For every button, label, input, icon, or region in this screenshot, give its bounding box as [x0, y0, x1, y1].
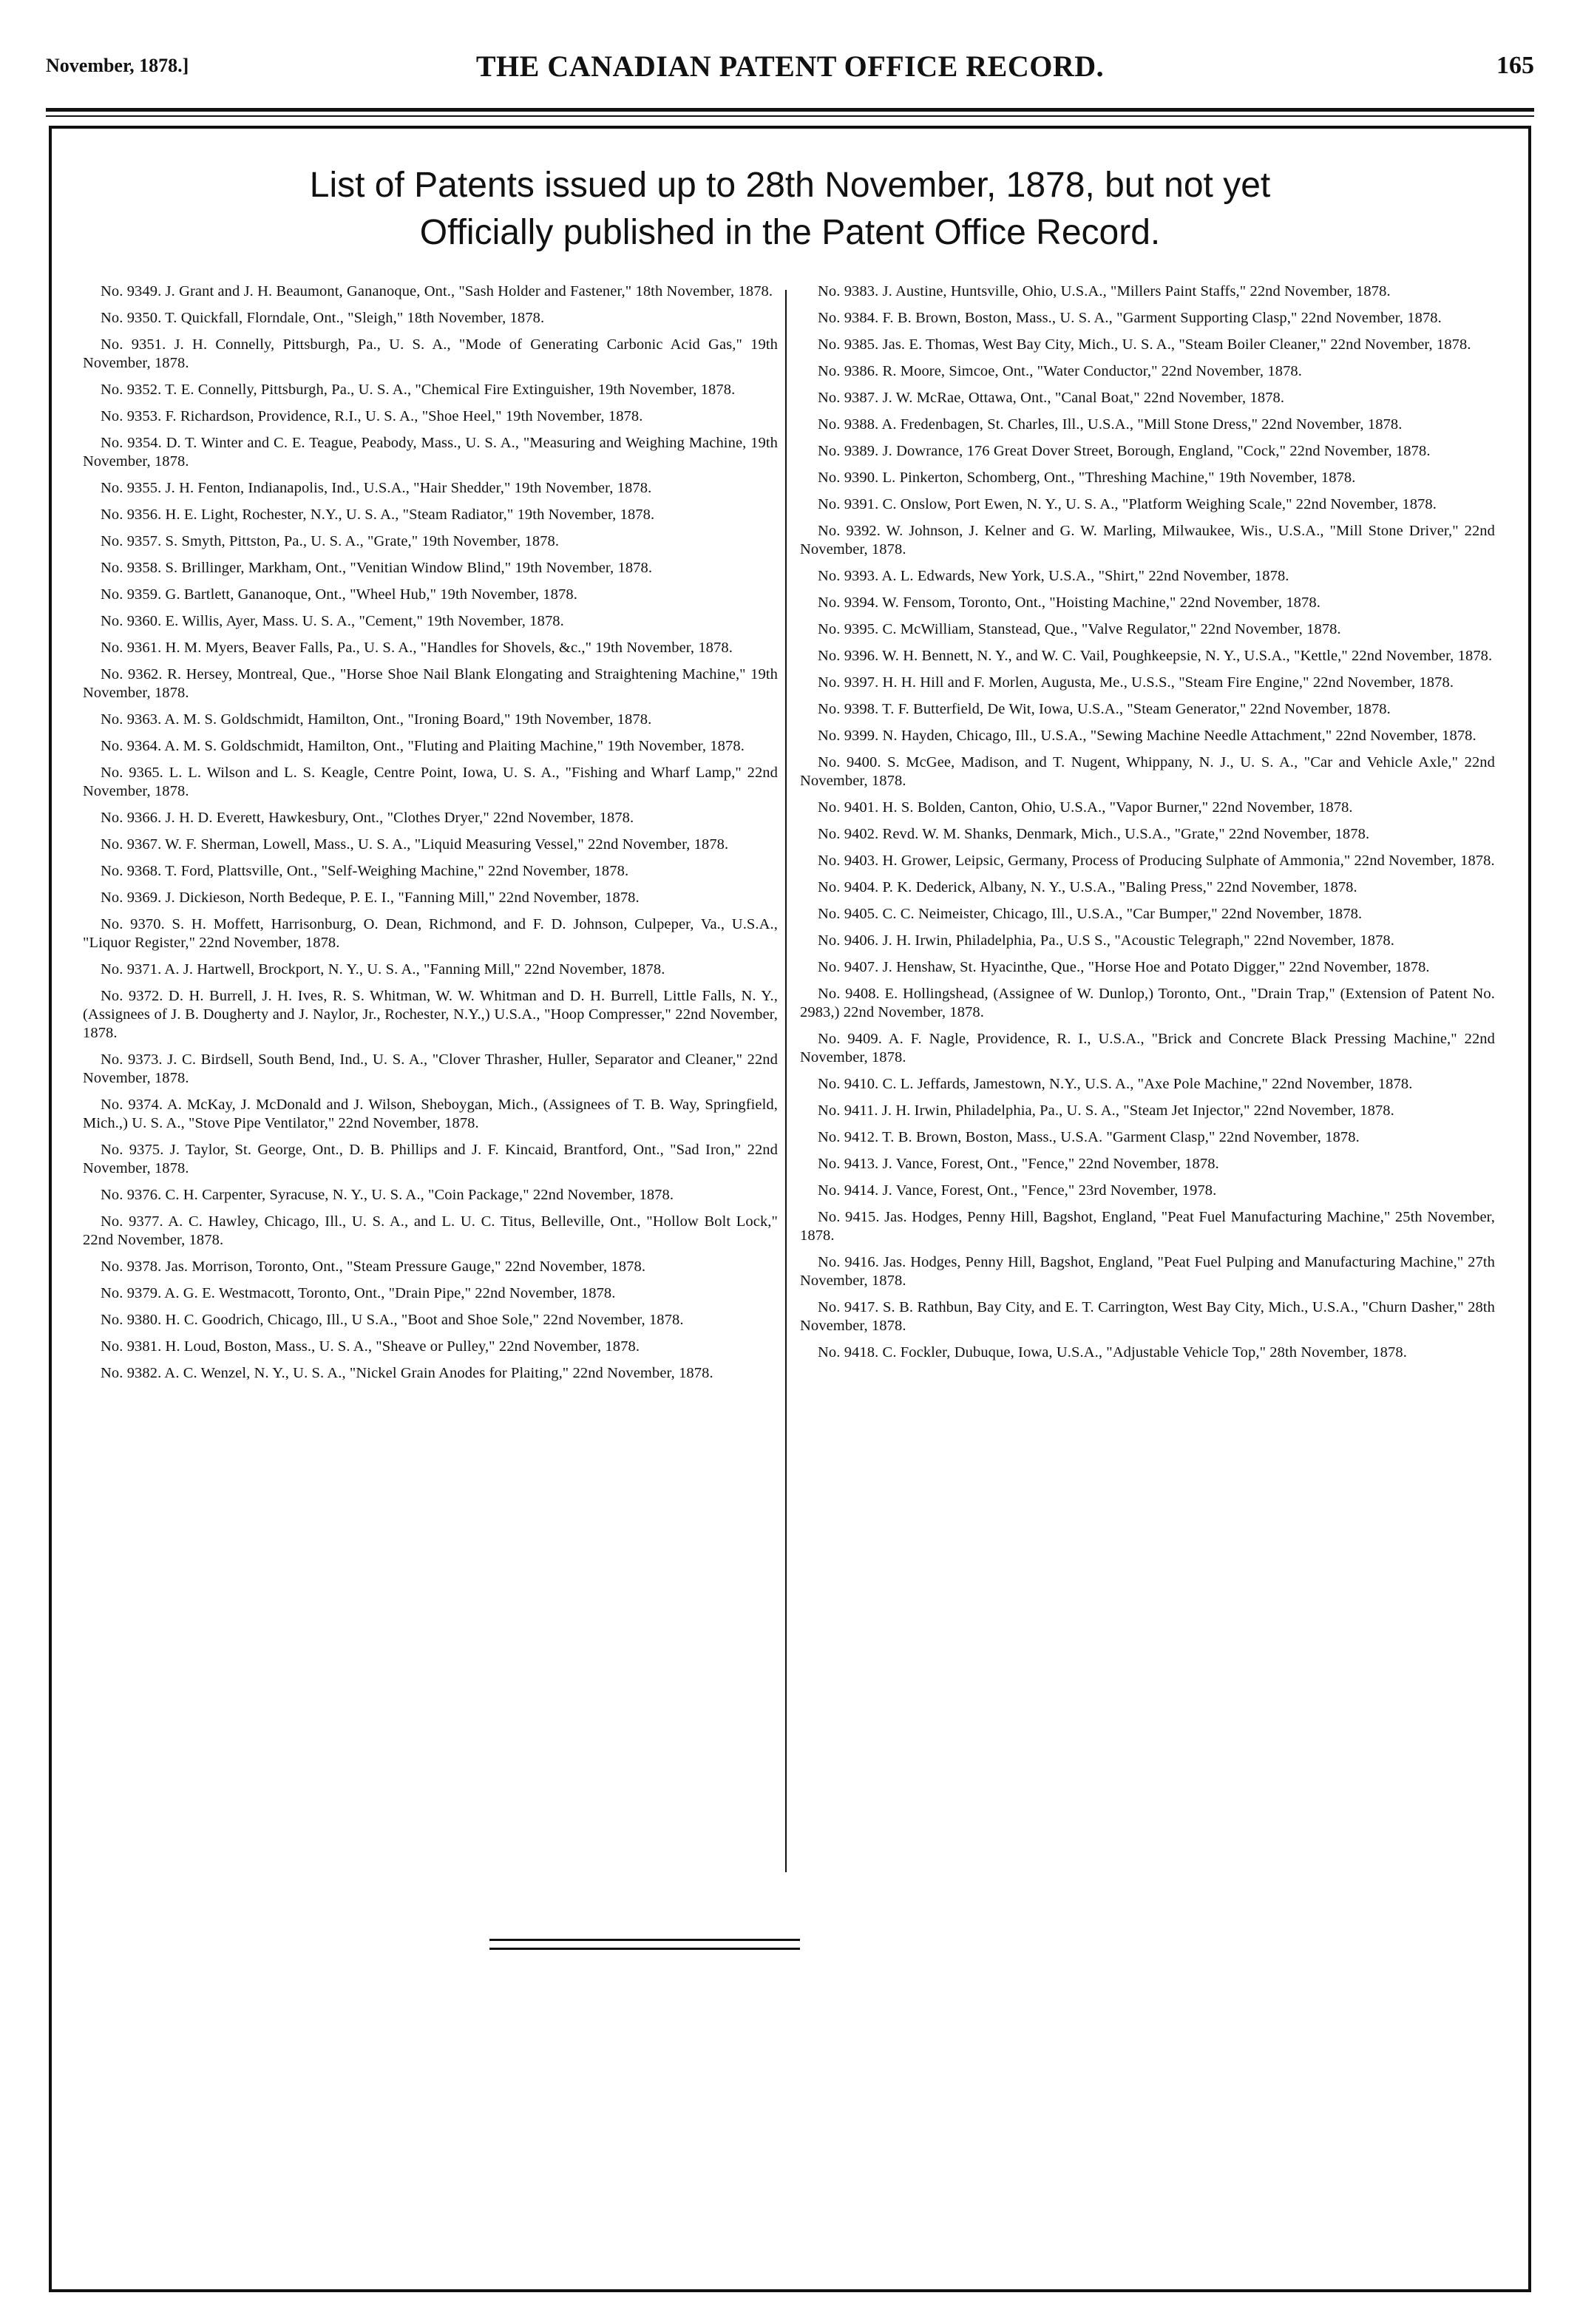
patent-entry: No. 9350. T. Quickfall, Florndale, Ont., "Sleigh," 18th November, 1878. [101, 310, 545, 326]
patent-entry: No. 9404. P. K. Dederick, Albany, N. Y., U.S.A., "Baling Press," 22nd November, 1878. [818, 879, 1357, 895]
patent-entry: No. 9380. H. C. Goodrich, Chicago, Ill., U S.A., "Boot and Shoe Sole," 22nd November, 1878. [101, 1312, 684, 1328]
patent-entry: No. 9381. H. Loud, Boston, Mass., U. S. A., "Sheave or Pulley," 22nd November, 1878. [101, 1338, 640, 1355]
patent-entry: No. 9365. L. L. Wilson and L. S. Keagle, Centre Point, Iowa, U. S. A., "Fishing and Wharf Lamp," 22nd November, 1878. [83, 765, 778, 799]
patent-entry: No. 9387. J. W. McRae, Ottawa, Ont., "Canal Boat," 22nd November, 1878. [818, 390, 1285, 406]
patent-entry: No. 9375. J. Taylor, St. George, Ont., D. B. Phillips and J. F. Kincaid, Brantford, Ont., "Sad Iron," 22nd November, 1878. [83, 1142, 778, 1176]
patent-entry: No. 9403. H. Grower, Leipsic, Germany, Process of Producing Sulphate of Ammonia," 22nd November, 1878. [818, 853, 1495, 869]
banner-heading [52, 162, 1528, 257]
header-date: November, 1878.] [46, 55, 189, 76]
patent-entry: No. 9413. J. Vance, Forest, Ont., "Fence," 22nd November, 1878. [818, 1156, 1219, 1172]
patent-entry: No. 9377. A. C. Hawley, Chicago, Ill., U. S. A., and L. U. C. Titus, Belleville, Ont., "Hollow Bolt Lock," 22nd November, 1878. [83, 1213, 778, 1248]
header-rule-thick [46, 108, 1534, 112]
patent-entry: No. 9390. L. Pinkerton, Schomberg, Ont., "Threshing Machine," 19th November, 1878. [818, 470, 1356, 486]
patent-entry: No. 9378. Jas. Morrison, Toronto, Ont., "Steam Pressure Gauge," 22nd November, 1878. [101, 1258, 646, 1275]
patent-entry: No. 9411. J. H. Irwin, Philadelphia, Pa., U. S. A., "Steam Jet Injector," 22nd November, 1878. [818, 1102, 1394, 1119]
patent-entry: No. 9358. S. Brillinger, Markham, Ont., "Venitian Window Blind," 19th November, 1878. [101, 560, 653, 576]
end-rule-top [489, 1939, 800, 1941]
patent-entry: No. 9414. J. Vance, Forest, Ont., "Fence," 23rd November, 1978. [818, 1182, 1217, 1199]
patent-entry: No. 9407. J. Henshaw, St. Hyacinthe, Que., "Horse Hoe and Potato Digger," 22nd November, 1878. [818, 959, 1430, 975]
patent-entry: No. 9399. N. Hayden, Chicago, Ill., U.S.A., "Sewing Machine Needle Attachment," 22nd November, 1878. [818, 728, 1476, 744]
column-divider [785, 290, 787, 1872]
patent-list [52, 282, 1528, 1909]
patent-entry: No. 9354. D. T. Winter and C. E. Teague, Peabody, Mass., U. S. A., "Measuring and Weighing Machine, 19th November, 1878. [83, 435, 778, 470]
right-column [800, 282, 1495, 1370]
patent-entry: No. 9401. H. S. Bolden, Canton, Ohio, U.S.A., "Vapor Burner," 22nd November, 1878. [818, 799, 1353, 816]
patent-entry: No. 9353. F. Richardson, Providence, R.I., U. S. A., "Shoe Heel," 19th November, 1878. [101, 408, 643, 424]
patent-entry: No. 9406. J. H. Irwin, Philadelphia, Pa., U.S S., "Acoustic Telegraph," 22nd November, 1878. [818, 932, 1395, 949]
header-rule-thin [46, 115, 1534, 117]
patent-entry: No. 9417. S. B. Rathbun, Bay City, and E. T. Carrington, West Bay City, Mich., U.S.A., "Churn Dasher," 28th November, 1878. [800, 1299, 1495, 1334]
patent-entry: No. 9371. A. J. Hartwell, Brockport, N. Y., U. S. A., "Fanning Mill," 22nd November, 1878. [101, 961, 665, 978]
patent-entry: No. 9355. J. H. Fenton, Indianapolis, Ind., U.S.A., "Hair Shedder," 19th November, 1878. [101, 480, 652, 496]
patent-entry: No. 9384. F. B. Brown, Boston, Mass., U. S. A., "Garment Supporting Clasp," 22nd November, 1878. [818, 310, 1442, 326]
patent-entry: No. 9360. E. Willis, Ayer, Mass. U. S. A., "Cement," 19th November, 1878. [101, 613, 564, 629]
patent-entry: No. 9369. J. Dickieson, North Bedeque, P. E. I., "Fanning Mill," 22nd November, 1878. [101, 890, 640, 906]
patent-entry: No. 9416. Jas. Hodges, Penny Hill, Bagshot, England, "Peat Fuel Pulping and Manufacturing Machine," 27th November, 1878. [800, 1254, 1495, 1289]
patent-entry: No. 9412. T. B. Brown, Boston, Mass., U.S.A. "Garment Clasp," 22nd November, 1878. [818, 1129, 1360, 1145]
patent-entry: No. 9396. W. H. Bennett, N. Y., and W. C. Vail, Poughkeepsie, N. Y., U.S.A., "Kettle," 22nd November, 1878. [818, 648, 1493, 664]
patent-entry: No. 9374. A. McKay, J. McDonald and J. Wilson, Sheboygan, Mich., (Assignees of T. B. Way, Springfield, Mich.,) U. S. A., "Stove Pipe Ventilator," 22nd November, 1878. [83, 1097, 778, 1131]
patent-entry: No. 9373. J. C. Birdsell, South Bend, Ind., U. S. A., "Clover Thrasher, Huller, Separator and Cleaner," 22nd November, 1878. [83, 1051, 778, 1086]
patent-entry: No. 9362. R. Hersey, Montreal, Que., "Horse Shoe Nail Blank Elongating and Straightening Machine," 19th November, 1878. [83, 666, 778, 701]
patent-entry: No. 9352. T. E. Connelly, Pittsburgh, Pa., U. S. A., "Chemical Fire Extinguisher, 19th November, 1878. [101, 382, 736, 398]
patent-entry: No. 9385. Jas. E. Thomas, West Bay City, Mich., U. S. A., "Steam Boiler Cleaner," 22nd November, 1878. [818, 336, 1471, 353]
patent-entry: No. 9389. J. Dowrance, 176 Great Dover Street, Borough, England, "Cock," 22nd November, 1878. [818, 443, 1431, 459]
patent-entry: No. 9349. J. Grant and J. H. Beaumont, Gananoque, Ont., "Sash Holder and Fastener," 18th November, 1878. [101, 283, 773, 299]
patent-entry: No. 9418. C. Fockler, Dubuque, Iowa, U.S.A., "Adjustable Vehicle Top," 28th November, 1878. [818, 1344, 1407, 1361]
patent-entry: No. 9383. J. Austine, Huntsville, Ohio, U.S.A., "Millers Paint Staffs," 22nd November, 1878. [818, 283, 1391, 299]
patent-entry: No. 9356. H. E. Light, Rochester, N.Y., U. S. A., "Steam Radiator," 19th November, 1878. [101, 507, 655, 523]
header-title: THE CANADIAN PATENT OFFICE RECORD. [475, 50, 1105, 83]
patent-entry: No. 9363. A. M. S. Goldschmidt, Hamilton, Ont., "Ironing Board," 19th November, 1878. [101, 711, 652, 728]
patent-entry: No. 9402. Revd. W. M. Shanks, Denmark, Mich., U.S.A., "Grate," 22nd November, 1878. [818, 826, 1370, 842]
patent-entry: No. 9391. C. Onslow, Port Ewen, N. Y., U. S. A., "Platform Weighing Scale," 22nd November, 1878. [818, 496, 1437, 512]
patent-entry: No. 9368. T. Ford, Plattsville, Ont., "Self-Weighing Machine," 22nd November, 1878. [101, 863, 629, 879]
patent-entry: No. 9388. A. Fredenbagen, St. Charles, Ill., U.S.A., "Mill Stone Dress," 22nd November, 1878. [818, 416, 1403, 433]
patent-entry: No. 9372. D. H. Burrell, J. H. Ives, R. S. Whitman, W. W. Whitman and D. H. Burrell, Little Falls, N. Y., (Assignees of J. B. Dougherty and J. Naylor, Jr., Rochester, N.Y.,) U.S.A., "Hoop Compresser," 22nd November, 1878. [83, 988, 778, 1041]
patent-entry: No. 9366. J. H. D. Everett, Hawkesbury, Ont., "Clothes Dryer," 22nd November, 1878. [101, 810, 634, 826]
end-rule-bottom [489, 1948, 800, 1950]
patent-entry: No. 9357. S. Smyth, Pittston, Pa., U. S. A., "Grate," 19th November, 1878. [101, 533, 560, 549]
patent-entry: No. 9409. A. F. Nagle, Providence, R. I., U.S.A., "Brick and Concrete Black Pressing Machine," 22nd November, 1878. [800, 1031, 1495, 1066]
patent-entry: No. 9367. W. F. Sherman, Lowell, Mass., U. S. A., "Liquid Measuring Vessel," 22nd November, 1878. [101, 836, 729, 853]
content-frame [49, 126, 1531, 2292]
patent-entry: No. 9359. G. Bartlett, Gananoque, Ont., "Wheel Hub," 19th November, 1878. [101, 586, 577, 603]
left-column [83, 282, 778, 1391]
banner-line-1: List of Patents issued up to 28th November, 1878, but not yet [309, 166, 1271, 205]
patent-entry: No. 9397. H. H. Hill and F. Morlen, Augusta, Me., U.S.S., "Steam Fire Engine," 22nd November, 1878. [818, 674, 1454, 691]
patent-entry: No. 9392. W. Johnson, J. Kelner and G. W. Marling, Milwaukee, Wis., U.S.A., "Mill Stone Driver," 22nd November, 1878. [800, 523, 1495, 558]
patent-entry: No. 9408. E. Hollingshead, (Assignee of W. Dunlop,) Toronto, Ont., "Drain Trap," (Extension of Patent No. 2983,) 22nd November, 1878. [800, 986, 1495, 1020]
patent-entry: No. 9386. R. Moore, Simcoe, Ont., "Water Conductor," 22nd November, 1878. [818, 363, 1303, 379]
patent-entry: No. 9361. H. M. Myers, Beaver Falls, Pa., U. S. A., "Handles for Shovels, &c.," 19th November, 1878. [101, 640, 733, 656]
patent-entry: No. 9415. Jas. Hodges, Penny Hill, Bagshot, England, "Peat Fuel Manufacturing Machine," 25th November, 1878. [800, 1209, 1495, 1244]
patent-entry: No. 9398. T. F. Butterfield, De Wit, Iowa, U.S.A., "Steam Generator," 22nd November, 1878. [818, 701, 1391, 717]
patent-entry: No. 9395. C. McWilliam, Stanstead, Que., "Valve Regulator," 22nd November, 1878. [818, 621, 1341, 637]
patent-entry: No. 9364. A. M. S. Goldschmidt, Hamilton, Ont., "Fluting and Plaiting Machine," 19th November, 1878. [101, 738, 745, 754]
running-header [46, 22, 1534, 83]
banner-line-2: Officially published in the Patent Office Record. [419, 213, 1161, 252]
patent-entry: No. 9351. J. H. Connelly, Pittsburgh, Pa., U. S. A., "Mode of Generating Carbonic Acid Gas," 19th November, 1878. [83, 336, 778, 371]
patent-entry: No. 9394. W. Fensom, Toronto, Ont., "Hoisting Machine," 22nd November, 1878. [818, 594, 1320, 611]
patent-entry: No. 9405. C. C. Neimeister, Chicago, Ill., U.S.A., "Car Bumper," 22nd November, 1878. [818, 906, 1363, 922]
patent-entry: No. 9400. S. McGee, Madison, and T. Nugent, Whippany, N. J., U. S. A., "Car and Vehicle Axle," 22nd November, 1878. [800, 754, 1495, 789]
patent-entry: No. 9382. A. C. Wenzel, N. Y., U. S. A., "Nickel Grain Anodes for Plaiting," 22nd November, 1878. [101, 1365, 713, 1381]
patent-entry: No. 9376. C. H. Carpenter, Syracuse, N. Y., U. S. A., "Coin Package," 22nd November, 1878. [101, 1187, 674, 1203]
patent-entry: No. 9393. A. L. Edwards, New York, U.S.A., "Shirt," 22nd November, 1878. [818, 568, 1289, 584]
page-number: 165 [1496, 52, 1534, 79]
patent-entry: No. 9379. A. G. E. Westmacott, Toronto, Ont., "Drain Pipe," 22nd November, 1878. [101, 1285, 616, 1301]
patent-entry: No. 9370. S. H. Moffett, Harrisonburg, O. Dean, Richmond, and F. D. Johnson, Culpeper, Va., U.S.A., "Liquor Register," 22nd November, 1878. [83, 916, 778, 951]
patent-entry: No. 9410. C. L. Jeffards, Jamestown, N.Y., U.S. A., "Axe Pole Machine," 22nd November, 1878. [818, 1076, 1413, 1092]
